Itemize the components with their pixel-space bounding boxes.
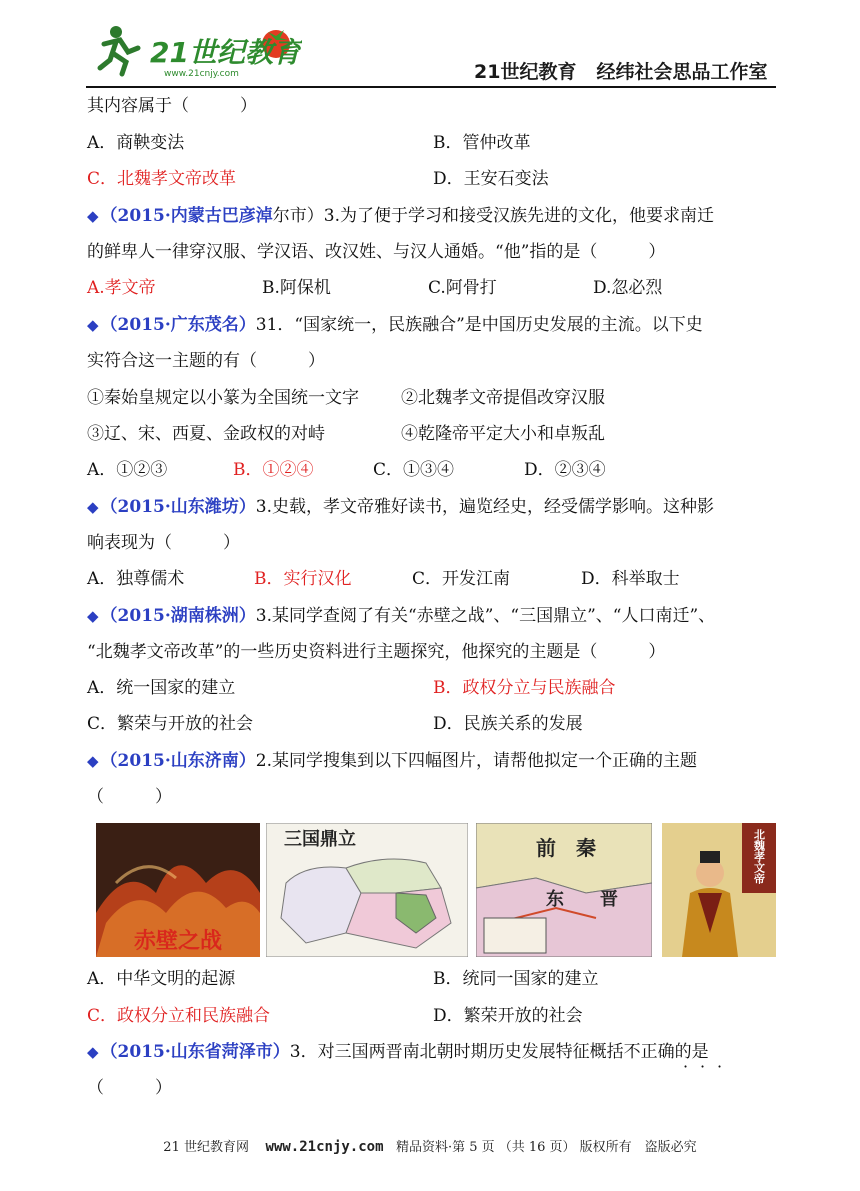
emphasis-dot: ·	[717, 1057, 723, 1076]
question-stem: ◆ （2015·山东济南）2.某同学搜集到以下四幅图片，请帮他拟定一个正确的主题	[87, 751, 697, 771]
answer-option: B．实行汉化	[254, 569, 352, 589]
answer-option: B．①②④	[233, 460, 314, 480]
svg-text:www.21cnjy.com: www.21cnjy.com	[164, 69, 239, 79]
svg-text:赤壁之战: 赤壁之战	[133, 928, 223, 954]
question-stem: ◆ （2015·山东省菏泽市）3．对三国两晋南北朝时期历史发展特征概括不正确的是	[87, 1042, 709, 1062]
diamond-icon: ◆	[87, 1043, 99, 1061]
svg-text:前 秦: 前 秦	[536, 836, 596, 860]
header-divider	[86, 86, 776, 88]
svg-text:三国鼎立: 三国鼎立	[284, 829, 356, 850]
emphasis-dot: ·	[683, 1057, 689, 1076]
diamond-icon: ◆	[87, 607, 99, 625]
svg-text:东 晋: 东 晋	[546, 889, 618, 910]
diamond-icon: ◆	[87, 752, 99, 770]
figure-strip	[96, 823, 776, 957]
question-stem: （ ）	[87, 787, 172, 807]
question-stem: 响表现为（ ）	[87, 533, 240, 553]
answer-option: A.孝文帝	[87, 278, 156, 298]
svg-text:21世纪教育: 21世纪教育	[150, 36, 301, 69]
three-kingdoms-map	[266, 823, 468, 957]
answer-option: C．北魏孝文帝改革	[87, 169, 237, 189]
page-header	[0, 0, 860, 92]
emphasis-dot: ·	[700, 1057, 706, 1076]
question-stem: ◆ （2015·山东潍坊）3.史载，孝文帝雅好读书，遍览经史，经受儒学影响。这种影	[87, 497, 714, 517]
question-stem: 的鲜卑人一律穿汉服、学汉语、改汉姓、与汉人通婚。“他”指的是（ ）	[87, 242, 666, 262]
diamond-icon: ◆	[87, 316, 99, 334]
question-stem: 实符合这一主题的有（ ）	[87, 351, 325, 371]
answer-option: C．政权分立和民族融合	[87, 1006, 271, 1026]
former-qin-eastern-jin-map	[476, 823, 652, 957]
diamond-icon: ◆	[87, 207, 99, 225]
battle-of-chibi-image	[96, 823, 260, 957]
question-stem: ◆ （2015·湖南株洲）3.某同学查阅了有关“赤壁之战”、“三国鼎立”、“人口南迁”、	[87, 606, 716, 626]
text-line: 其内容属于（ ）	[87, 96, 257, 116]
header-title: 21世纪教育 经纬社会思品工作室	[474, 61, 768, 83]
site-logo	[92, 18, 302, 82]
emperor-xiaowen-image	[662, 823, 776, 957]
question-stem: ◆ （2015·内蒙古巴彦淖尔市）3.为了便于学习和接受汉族先进的文化，他要求南迁	[87, 206, 714, 226]
page-footer: 21 世纪教育网 www.21cnjy.com 精品资料·第 5 页 （共 16 页） 版权所有 盗版必究	[163, 1139, 697, 1155]
question-stem: （ ）	[87, 1078, 172, 1098]
question-stem: “北魏孝文帝改革”的一些历史资料进行主题探究，他探究的主题是（ ）	[87, 642, 666, 662]
answer-option: B．政权分立与民族融合	[433, 678, 616, 698]
svg-text:北魏孝文帝: 北魏孝文帝	[752, 829, 766, 884]
diamond-icon: ◆	[87, 498, 99, 516]
runner-icon	[100, 26, 138, 74]
question-stem: ◆ （2015·广东茂名）31．“国家统一，民族融合”是中国历史发展的主流。以下史	[87, 315, 703, 335]
